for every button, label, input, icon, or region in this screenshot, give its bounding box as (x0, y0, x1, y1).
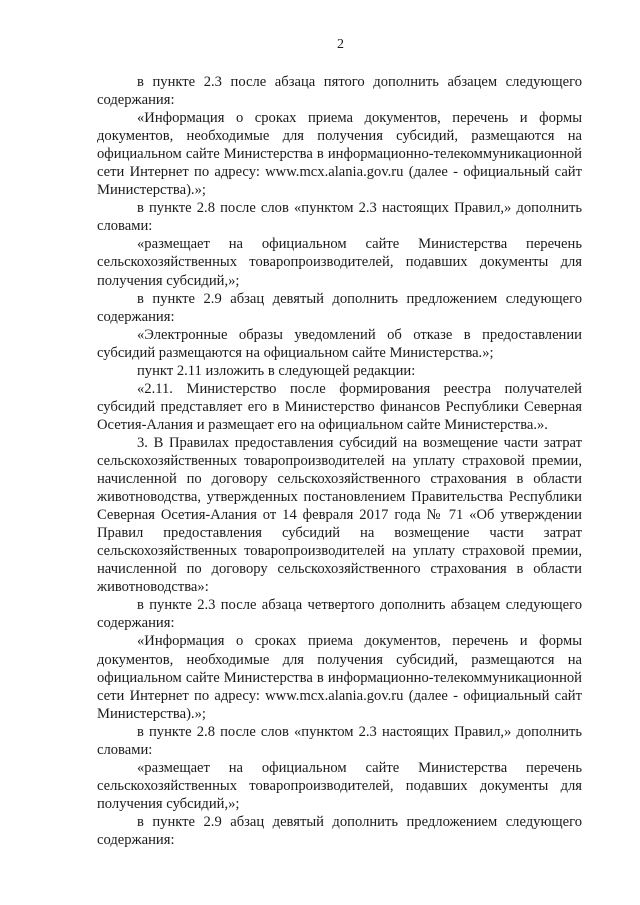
paragraph-14: в пункте 2.9 абзац девятый дополнить предложением следующего содержания: (97, 813, 582, 848)
paragraph-4: «размещает на официальном сайте Министерства перечень сельскохозяйственных товаропроизводителей, подавших документы для получения субсидий,»; (97, 236, 582, 289)
paragraph-9: 3. В Правилах предоставления субсидий на возмещение части затрат сельскохозяйственных товаропроизводителей на уплату страховой премии, начисленной по договору сельскохозяйственного страхования в области животноводства, утвержденных постановлением Правительства Республики Северная Осетия-Алания от 14 февраля 2017 года № 71 «Об утверждении Правил предоставления субсидий на возмещение части затрат сельскохозяйственных товаропроизводителей на уплату страховой премии, начисленной по договору сельскохозяйственного страхования в области животноводства»: (97, 434, 582, 596)
page-number: 2 (337, 37, 344, 52)
paragraph-1: в пункте 2.3 после абзаца пятого дополнить абзацем следующего содержания: (97, 74, 582, 109)
paragraph-2: «Информация о сроках приема документов, перечень и формы документов, необходимые для получения субсидий, размещаются на официальном сайте Министерства в информационно-телекоммуникационной сети Интернет по адресу: www.mcx.alania.gov.ru (далее - официальный сайт Министерства).»; (97, 110, 582, 199)
paragraph-8: «2.11. Министерство после формирования реестра получателей субсидий представляет его в Министерство финансов Республики Северная Осетия-Алания и размещает его на официальном сайте Министерства.». (97, 380, 582, 433)
paragraph-6: «Электронные образы уведомлений об отказе в предоставлении субсидий размещаются на официальном сайте Министерства.»; (97, 326, 582, 361)
paragraph-7: пункт 2.11 изложить в следующей редакции: (137, 362, 416, 379)
paragraph-10: в пункте 2.3 после абзаца четвертого дополнить абзацем следующего содержания: (97, 597, 582, 632)
document-body (97, 73, 582, 849)
paragraph-13: «размещает на официальном сайте Министерства перечень сельскохозяйственных товаропроизводителей, подавших документы для получения субсидий,»; (97, 759, 582, 812)
paragraph-12: в пункте 2.8 после слов «пунктом 2.3 настоящих Правил,» дополнить словами: (97, 723, 582, 758)
paragraph-3: в пункте 2.8 после слов «пунктом 2.3 настоящих Правил,» дополнить словами: (97, 200, 582, 235)
paragraph-5: в пункте 2.9 абзац девятый дополнить предложением следующего содержания: (97, 290, 582, 325)
paragraph-11: «Информация о сроках приема документов, перечень и формы документов, необходимые для получения субсидий, размещаются на официальном сайте Министерства в информационно-телекоммуникационной сети Интернет по адресу: www.mcx.alania.gov.ru (далее - официальный сайт Министерства).»; (97, 633, 582, 722)
